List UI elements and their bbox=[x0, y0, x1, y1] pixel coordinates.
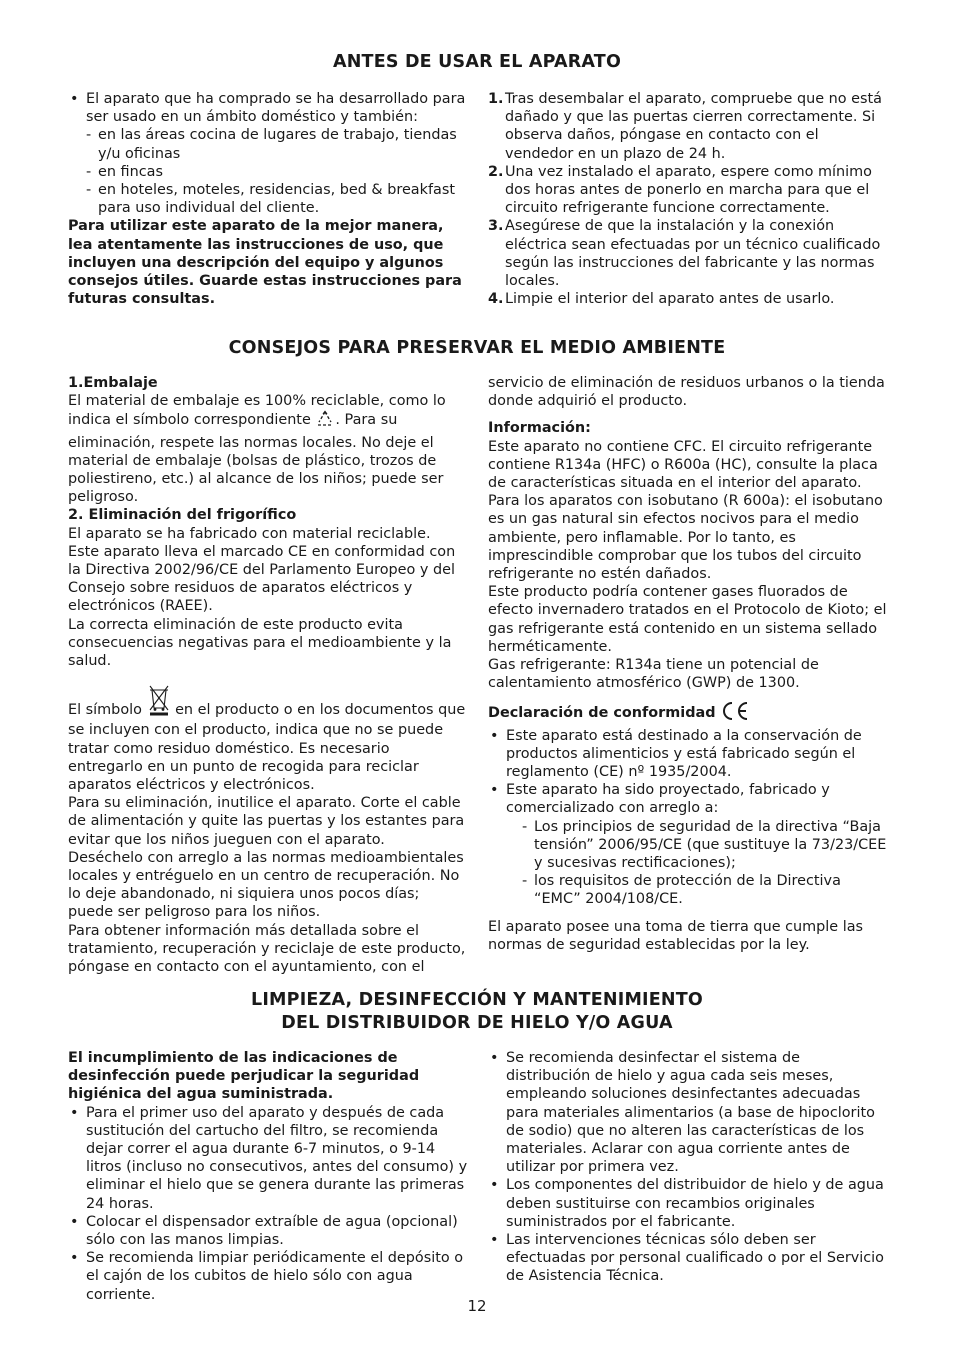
s1-left-column bbox=[68, 90, 468, 308]
s3-left-column bbox=[68, 1049, 468, 1304]
s2-eliminacion-p6: Para su eliminación, inutilice el aparato. Corte el cable de alimentación y quite las puertas y los estantes para evitar que los niños jueguen con el aparato. bbox=[68, 795, 465, 848]
s2-eliminacion-p4: La correcta eliminación de este producto evita consecuencias negativas para el medioambiente y la salud. bbox=[68, 616, 452, 670]
s3-right-column bbox=[488, 1049, 888, 1286]
s2-eliminacion-p3: Este aparato lleva el marcado CE en conformidad con la Directiva 2002/96/CE del Parlamento Europeo y del Consejo sobre residuos de aparatos eléctricos y electrónicos (RAEE). bbox=[68, 543, 456, 615]
step-text: Tras desembalar el aparato, compruebe que no está dañado y que las puertas cierren correctamente. Si observa daños, póngase en contacto con el vendedor en un plazo de 24 h. bbox=[505, 91, 882, 162]
s2-heading-embalaje: 1.Embalaje bbox=[68, 375, 158, 391]
step-text: Una vez instalado el aparato, espere como mínimo dos horas antes de ponerlo en marcha para que el circuito refrigerante funcione correctamente. bbox=[505, 163, 872, 217]
s2-eliminacion-p2: El aparato se ha fabricado con material reciclable. bbox=[68, 525, 431, 542]
recycle-icon bbox=[315, 410, 335, 433]
section-title-antes: ANTES DE USAR EL APARATO bbox=[332, 52, 622, 72]
s3-right-bullet-3: • Las intervenciones técnicas sólo deben ser efectuadas por personal cualificado o por el Servicio de Asistencia Técnica. bbox=[488, 1231, 888, 1286]
s2-eliminacion-p7: Deséchelo con arreglo a las normas medioambientales locales y entréguelo en un centro de recuperación. No lo deje abandonado, ni siquiera unos pocos días; puede ser peligroso para los niños. bbox=[68, 849, 464, 921]
embalaje-text-b: . Para su eliminación, respete las normas locales. No deje el material de embalaje (bolsas de plástico, trozos de poliestireno, etc.) al alcance de los niños; puede ser peligroso. bbox=[68, 412, 444, 506]
simbolo-text-b: en el producto o en los documentos que se incluyen con el producto, indica que no se puede tratar como residuo doméstico. Es necesario entregarlo en un punto de recogida para reciclar aparatos eléctricos y electrónicos. bbox=[68, 702, 466, 794]
s2-info-p3: Para los aparatos con isobutano (R 600a): el isobutano es un gas natural sin efectos nocivos para el medio ambiente, pero inflamable. Por lo tanto, es imprescindible comprobar que los tubos del circuito refrigerante no estén dañados. bbox=[488, 493, 883, 583]
s2-right-column bbox=[488, 374, 888, 954]
step-text: Asegúrese de que la instalación y la conexión eléctrica sean efectuadas por un técnico cualificado según las instrucciones del fabricante y las normas locales. bbox=[505, 218, 881, 290]
s1-dash-3: - en hoteles, moteles, residencias, bed & breakfast para uso individual del cliente. bbox=[68, 181, 468, 217]
s3-right-bullet-1: • Se recomienda desinfectar el sistema de distribución de hielo y agua cada seis meses, empleando soluciones desinfectantes adecuadas para materiales alimentarios (a base de hipoclorito de sodio) que no alteren las características de los materiales. Aclarar con agua corriente antes de utilizar por primera vez. bbox=[488, 1049, 888, 1176]
s1-step-1 bbox=[488, 90, 888, 163]
s2-eliminacion-p8: Para obtener información más detallada sobre el tratamiento, recuperación y reciclaje de este producto, póngase en contacto con el ayuntamiento, con el bbox=[68, 922, 466, 976]
s3-right-bullet-2: • Los componentes del distribuidor de hielo y de agua deben sustituirse con recambios originales suministrados por el fabricante. bbox=[488, 1176, 888, 1231]
s2-decl-dash-2: - los requisitos de protección de la Directiva “EMC” 2004/108/CE. bbox=[488, 872, 888, 908]
s2-decl-dash-1: - Los principios de seguridad de la directiva “Baja tensión” 2006/95/CE (que sustituye la 73/23/CEE y sucesivas rectificaciones); bbox=[488, 818, 888, 873]
s2-left-column bbox=[68, 374, 468, 976]
s3-bold-warning: El incumplimiento de las indicaciones de desinfección puede perjudicar la seguridad higiénica del agua suministrada. bbox=[68, 1050, 420, 1103]
ce-mark-icon bbox=[720, 701, 750, 726]
wee-bin-icon bbox=[147, 684, 171, 721]
section-title-medio-ambiente: CONSEJOS PARA PRESERVAR EL MEDIO AMBIENTE bbox=[228, 338, 726, 358]
s1-bold-notice: Para utilizar este aparato de la mejor manera, lea atentamente las instrucciones de uso, que incluyen una descripción del equipo y algunos consejos útiles. Guarde estas instrucciones para futuras consultas. bbox=[68, 218, 462, 308]
s2-info-p5: Gas refrigerante: R134a tiene un potencial de calentamiento atmosférico (GWP) de 1300. bbox=[488, 657, 819, 692]
page-number: 12 bbox=[467, 1297, 487, 1315]
s2-info-p2: Este aparato no contiene CFC. El circuito refrigerante contiene R134a (HFC) o R600a (HC), consulte la placa de características situada en el interior del aparato. bbox=[488, 438, 878, 492]
s1-right-column bbox=[488, 90, 888, 308]
s1-bullet-1: • El aparato que ha comprado se ha desarrollado para ser usado en un ámbito doméstico y también: bbox=[68, 90, 468, 126]
s1-step-3 bbox=[488, 217, 888, 290]
s3-left-bullet-2: • Colocar el dispensador extraíble de agua (opcional) sólo con las manos limpias. bbox=[68, 1213, 468, 1249]
s2-right-p1: servicio de eliminación de residuos urbanos o la tienda donde adquirió el producto. bbox=[488, 375, 885, 410]
step-number: 3. bbox=[488, 218, 504, 235]
s2-right-p6: El aparato posee una toma de tierra que cumple las normas de seguridad establecidas por la ley. bbox=[488, 918, 864, 953]
declaracion-label: Declaración de conformidad bbox=[488, 705, 716, 722]
s2-heading-eliminacion: 2. Eliminación del frigorífico bbox=[68, 507, 297, 524]
s3-left-bullet-3: • Se recomienda limpiar periódicamente el depósito o el cajón de los cubitos de hielo sólo con agua corriente. bbox=[68, 1249, 468, 1304]
step-number: 2. bbox=[488, 163, 504, 180]
step-text: Limpie el interior del aparato antes de usarlo. bbox=[505, 291, 835, 308]
embalaje-text-a: El material de embalaje es 100% reciclable, como lo indica el símbolo correspondiente bbox=[68, 393, 446, 429]
section-title-limpieza-2: DEL DISTRIBUIDOR DE HIELO Y/O AGUA bbox=[281, 1013, 673, 1033]
simbolo-text-a: El símbolo bbox=[68, 702, 142, 719]
s2-heading-informacion: Información: bbox=[488, 420, 591, 437]
s2-simbolo-text bbox=[68, 684, 468, 794]
step-number: 4. bbox=[488, 291, 504, 308]
section-title-limpieza-1: LIMPIEZA, DESINFECCIÓN Y MANTENIMIENTO bbox=[251, 990, 703, 1010]
s1-dash-2: - en fincas bbox=[68, 163, 468, 181]
step-number: 1. bbox=[488, 91, 504, 107]
s2-embalaje-text bbox=[68, 392, 468, 506]
s2-heading-declaracion bbox=[488, 701, 888, 726]
s1-step-4 bbox=[488, 290, 888, 308]
s2-decl-bullet-2: • Este aparato ha sido proyectado, fabricado y comercializado con arreglo a: bbox=[488, 781, 888, 817]
s2-info-p4: Este producto podría contener gases fluorados de efecto invernadero tratados en el Protocolo de Kioto; el gas refrigerante está contenido en un sistema sellado herméticamente. bbox=[488, 584, 887, 655]
s1-dash-1: - en las áreas cocina de lugares de trabajo, tiendas y/u oficinas bbox=[68, 126, 468, 162]
s3-left-bullet-1: • Para el primer uso del aparato y después de cada sustitución del cartucho del filtro, se recomienda dejar correr el agua durante 6-7 minutos, o 9-14 litros (incluso no consecutivos, antes del consumo) y eliminar el hielo que se genera durante las primeras 24 horas. bbox=[68, 1104, 468, 1213]
s2-decl-bullet-1: • Este aparato está destinado a la conservación de productos alimenticios y está fabricado según el reglamento (CE) nº 1935/2004. bbox=[488, 727, 888, 782]
s1-step-2 bbox=[488, 163, 888, 218]
